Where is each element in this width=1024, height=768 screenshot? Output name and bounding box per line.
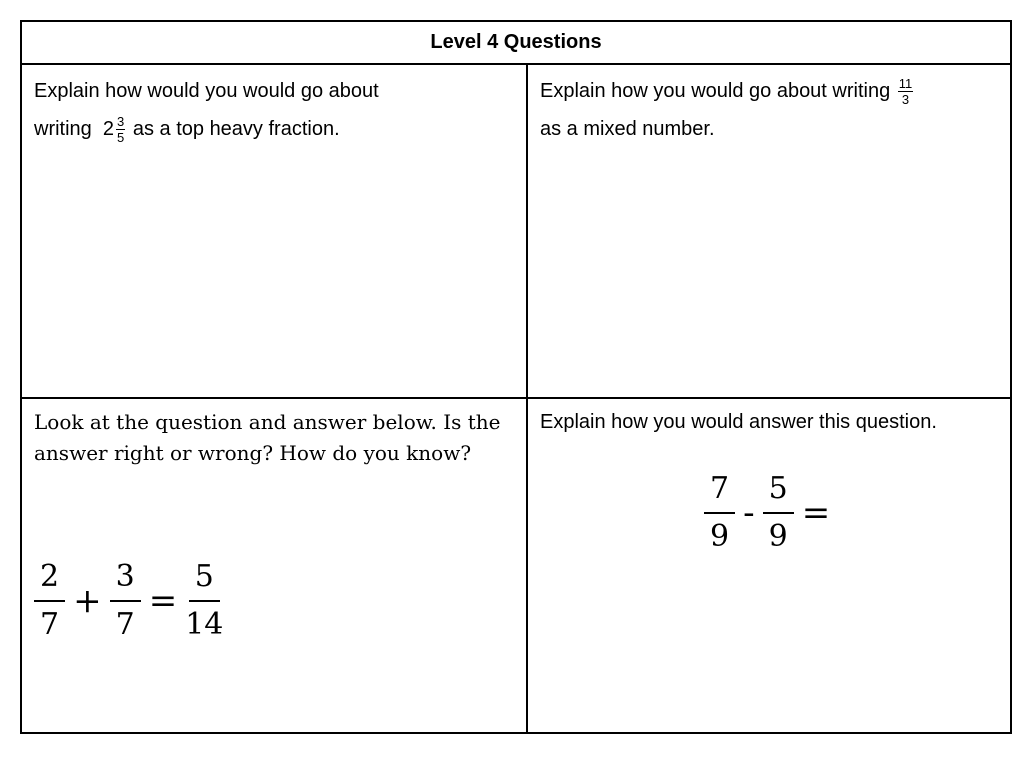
question-2-text: Explain how you would go about writing	[540, 80, 891, 102]
fraction-denominator: 14	[185, 607, 224, 642]
questions-table	[20, 20, 1012, 734]
fraction-2	[110, 559, 141, 642]
question-cell-3	[34, 407, 514, 469]
fraction-denominator: 7	[115, 607, 135, 642]
question-1-writing-text: writing	[34, 118, 92, 140]
question-2-line-2: as a mixed number.	[540, 118, 715, 140]
mixed-number-whole: 2	[102, 118, 115, 140]
fraction-numerator: 5	[189, 562, 220, 602]
fraction-denominator: 7	[40, 607, 60, 642]
fraction-2	[763, 471, 794, 554]
fraction-denominator: 9	[710, 519, 730, 554]
question-2-line-1	[540, 72, 1000, 110]
fraction-1	[34, 559, 65, 642]
fraction-1	[704, 471, 735, 554]
question-1-line-1: Explain how would you would go about	[34, 80, 379, 102]
question-cell-1	[34, 72, 514, 148]
minus-sign: -	[743, 493, 755, 533]
question-cell-2	[540, 72, 1000, 148]
mixed-number-fraction	[116, 115, 125, 144]
equals-sign: =	[148, 581, 178, 621]
fraction-numerator: 5	[763, 474, 794, 514]
question-1-end-text: as a top heavy fraction.	[132, 118, 340, 140]
fraction-denominator: 5	[117, 130, 125, 146]
page-title: Level 4 Questions	[430, 31, 602, 53]
plus-sign: +	[73, 581, 102, 621]
question-1-line-2	[34, 110, 514, 148]
question-cell-4	[540, 407, 1000, 438]
row-divider	[22, 397, 1010, 399]
fraction-numerator: 7	[704, 474, 735, 514]
fraction-numerator: 11	[898, 76, 913, 92]
question-3-text: Look at the question and answer below. Is the answer right or wrong? How do you know?	[34, 410, 501, 465]
fraction-numerator: 3	[117, 114, 125, 130]
fraction-denominator: 3	[901, 92, 910, 108]
fraction-numerator: 2	[34, 562, 65, 602]
equals-sign: =	[801, 493, 831, 533]
subtraction-equation	[702, 471, 836, 554]
fraction-result	[185, 559, 224, 642]
question-4-text: Explain how you would answer this question.	[540, 411, 937, 433]
fraction-numerator: 3	[110, 562, 141, 602]
table-header	[22, 22, 1010, 65]
improper-fraction	[898, 77, 914, 106]
addition-equation	[32, 559, 225, 642]
fraction-denominator: 9	[768, 519, 788, 554]
